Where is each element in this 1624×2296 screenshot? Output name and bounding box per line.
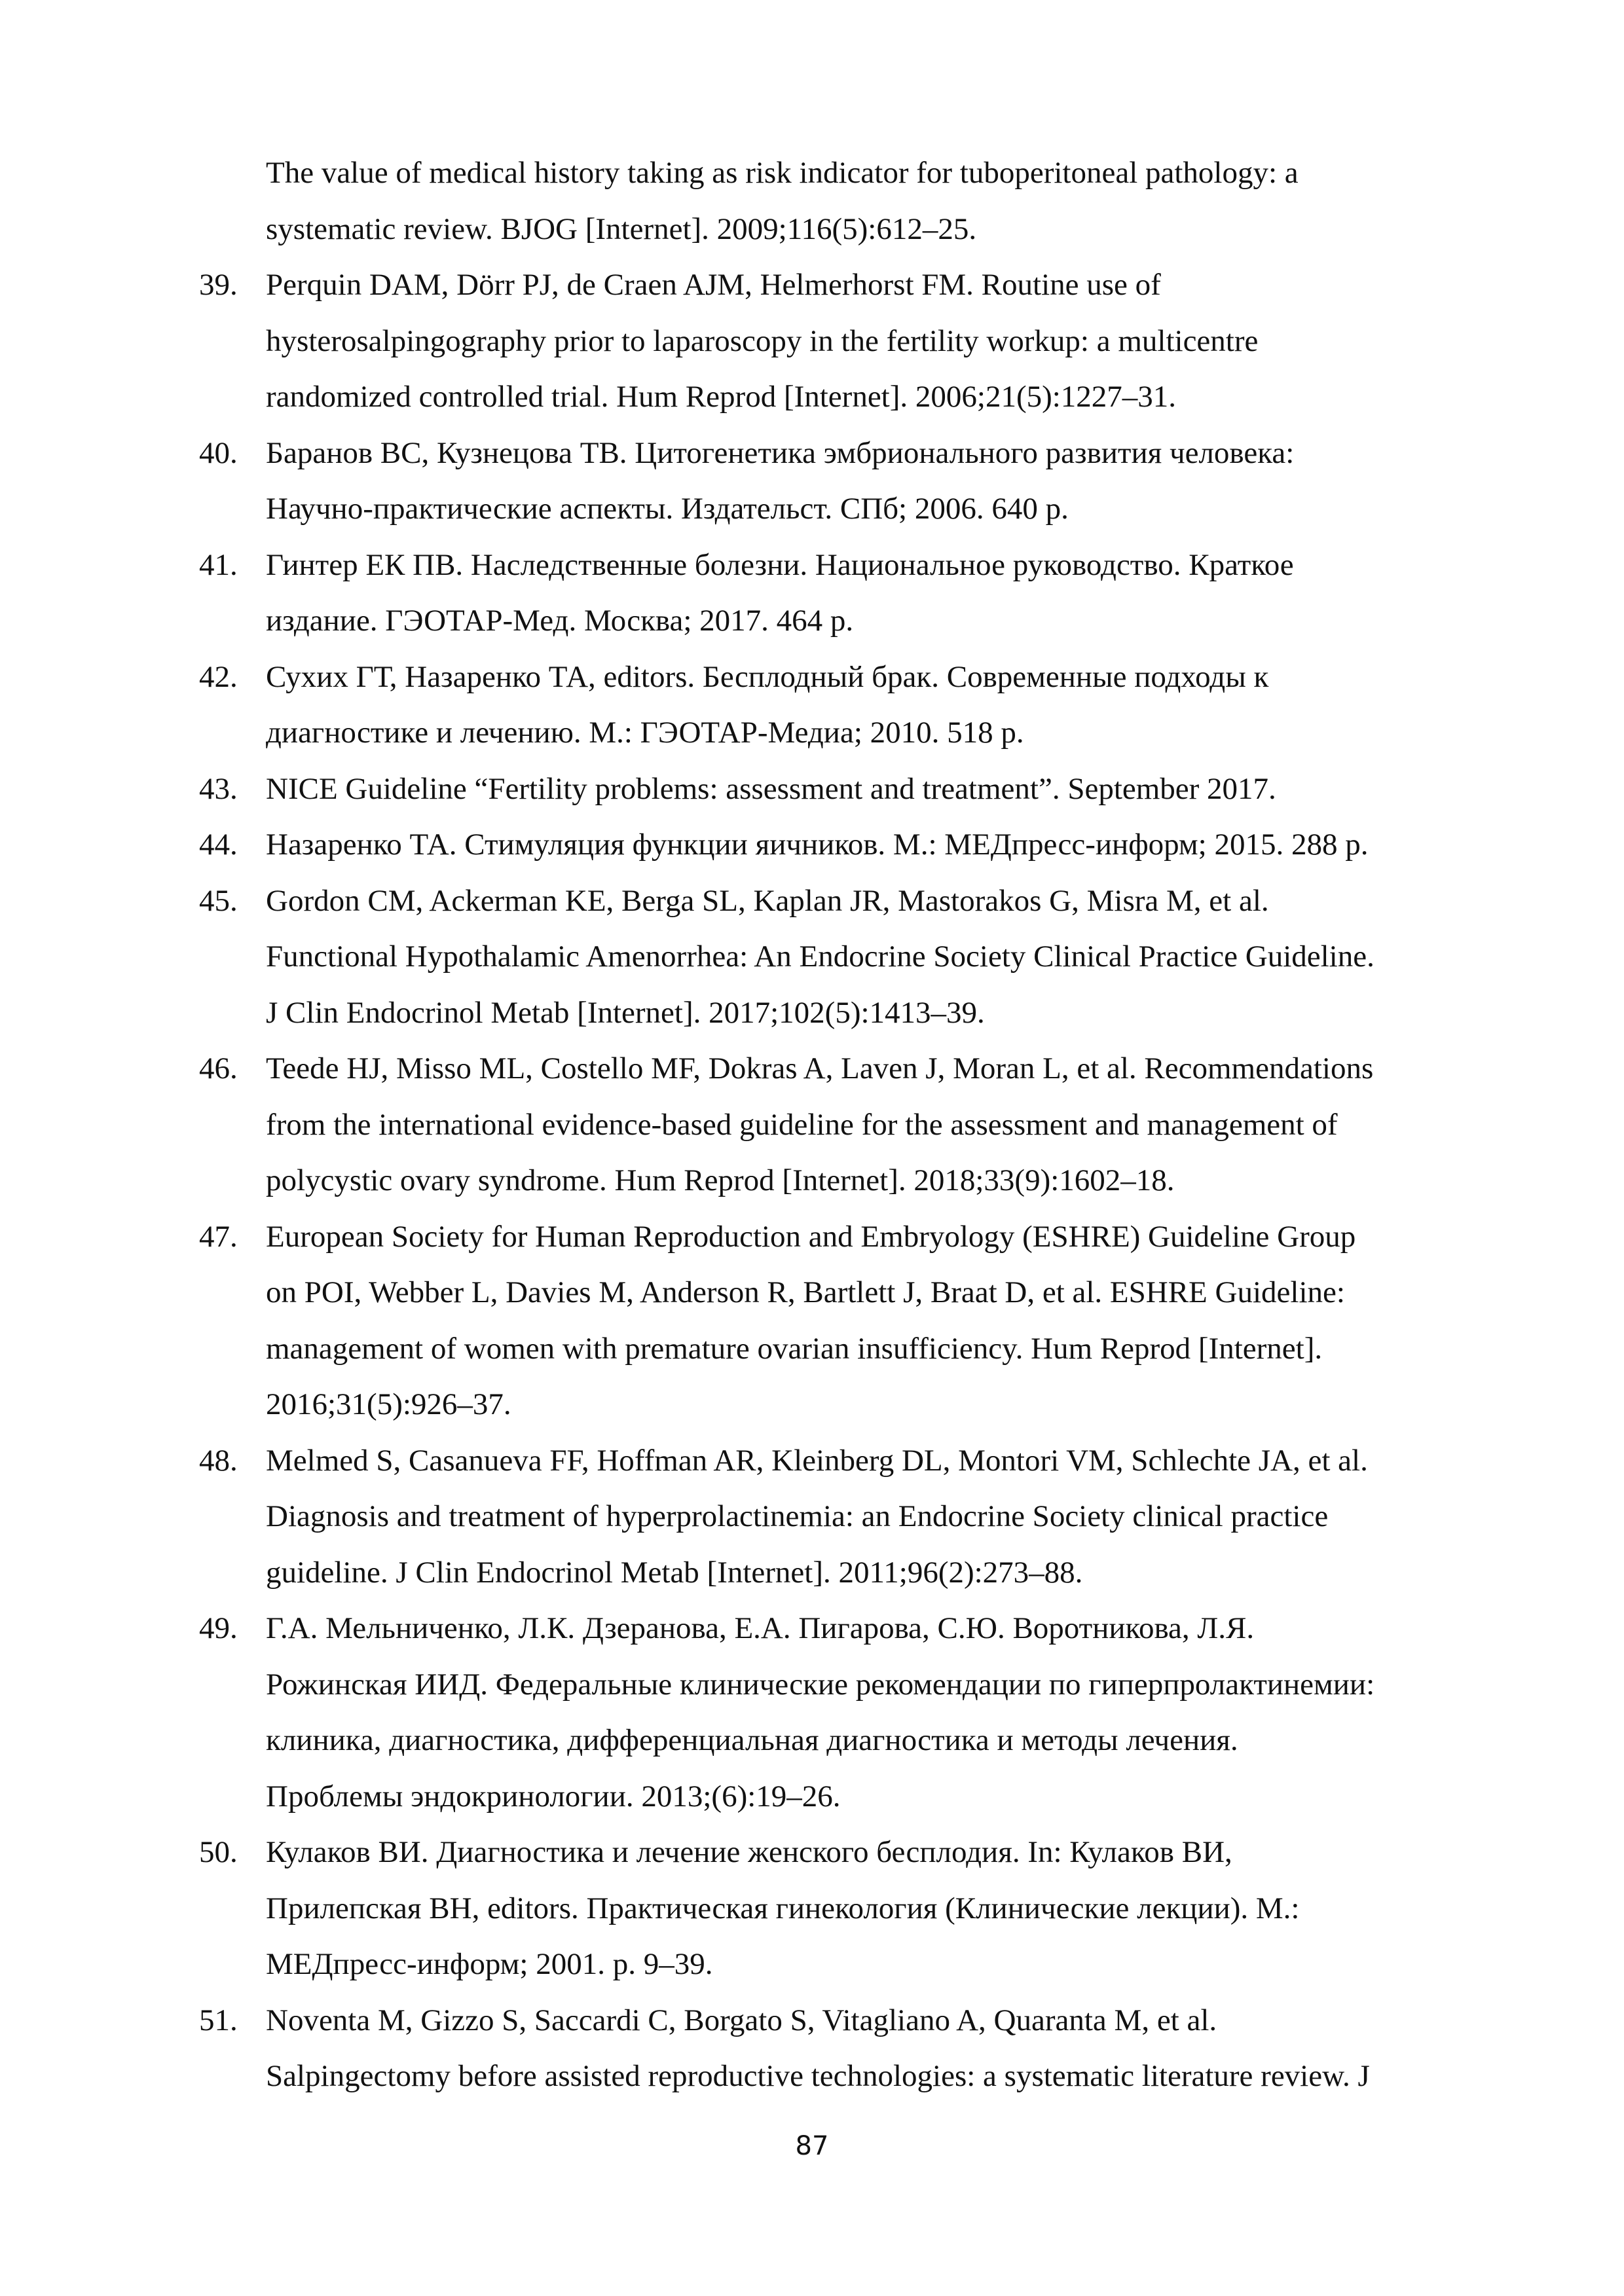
reference-item [199,1433,1456,1601]
reference-text [266,1209,1456,1433]
reference-line: The value of medical history taking as risk indicator for tuboperitoneal pathology: a [266,156,1299,190]
reference-text [266,1993,1456,2105]
reference-text [266,257,1456,426]
reference-line: Noventa M, Gizzo S, Saccardi C, Borgato S, Vitagliano A, Quaranta M, et al. [266,2003,1217,2037]
reference-line: on POI, Webber L, Davies M, Anderson R, Bartlett J, Braat D, et al. ESHRE Guideline: [266,1275,1345,1309]
reference-line: Teede HJ, Misso ML, Costello MF, Dokras A, Laven J, Moran L, et al. Recommendations [266,1051,1374,1085]
reference-item [199,1209,1456,1433]
reference-line: Рожинская ИИД. Федеральные клинические рекомендации по гиперпролактинемии: [266,1667,1375,1702]
reference-text [266,1433,1456,1601]
reference-text [266,1601,1456,1825]
reference-item [199,1825,1456,1993]
reference-line: hysterosalpingography prior to laparoscopy in the fertility workup: a multicentre [266,323,1259,358]
reference-item [199,873,1456,1042]
reference-line: Salpingectomy before assisted reproductive technologies: a systematic literature review. J [266,2059,1370,2093]
reference-line: Научно-практические аспекты. Издательст. СПб; 2006. 640 p. [266,492,1069,526]
reference-number: 47. [199,1219,238,1254]
reference-line: J Clin Endocrinol Metab [Internet]. 2017;102(5):1413–39. [266,995,985,1030]
reference-line: guideline. J Clin Endocrinol Metab [Internet]. 2011;96(2):273–88. [266,1555,1083,1590]
reference-number: 46. [199,1051,238,1085]
reference-number: 51. [199,2003,238,2037]
reference-line: Проблемы эндокринологии. 2013;(6):19–26. [266,1779,841,1813]
reference-number: 42. [199,659,238,694]
reference-number: 39. [199,268,238,302]
reference-line: randomized controlled trial. Hum Reprod [Internet]. 2006;21(5):1227–31. [266,380,1177,414]
reference-text [266,761,1456,818]
reference-text [266,873,1456,1042]
reference-line: Melmed S, Casanueva FF, Hoffman AR, Kleinberg DL, Montori VM, Schlechte JA, et al. [266,1443,1368,1478]
reference-item [199,649,1456,761]
reference-line: издание. ГЭОТАР-Мед. Москва; 2017. 464 p. [266,604,854,638]
reference-line: systematic review. BJOG [Internet]. 2009;116(5):612–25. [266,211,977,246]
reference-line: Perquin DAM, Dörr PJ, de Craen AJM, Helmerhorst FM. Routine use of [266,268,1161,302]
reference-text [266,649,1456,761]
reference-item [199,1993,1456,2105]
reference-line: Г.А. Мельниченко, Л.К. Дзеранова, Е.А. Пигарова, С.Ю. Воротникова, Л.Я. [266,1611,1255,1645]
reference-number: 44. [199,828,238,862]
reference-line: Назаренко ТА. Стимуляция функции яичников. М.: МЕДпресс-информ; 2015. 288 p. [266,828,1369,862]
reference-line: Gordon CM, Ackerman KE, Berga SL, Kaplan JR, Mastorakos G, Misra M, et al. [266,883,1269,918]
reference-item [199,1601,1456,1825]
reference-number: 49. [199,1611,238,1645]
reference-item [199,257,1456,426]
reference-line: 2016;31(5):926–37. [266,1387,511,1421]
reference-line: Баранов ВС, Кузнецова ТВ. Цитогенетика эмбрионального развития человека: [266,435,1295,470]
page-number: 87 [795,2131,829,2161]
reference-line: Кулаков ВИ. Диагностика и лечение женского бесплодия. In: Кулаков ВИ, [266,1835,1232,1869]
reference-item [199,761,1456,818]
reference-continuation [199,145,1456,257]
reference-line: диагностике и лечению. М.: ГЭОТАР-Медиа; 2010. 518 p. [266,716,1024,750]
reference-line: Прилепская ВН, editors. Практическая гинекология (Клинические лекции). М.: [266,1891,1300,1925]
reference-item [199,817,1456,873]
reference-line: polycystic ovary syndrome. Hum Reprod [Internet]. 2018;33(9):1602–18. [266,1163,1175,1197]
reference-line: Diagnosis and treatment of hyperprolactinemia: an Endocrine Society clinical practice [266,1499,1329,1533]
reference-line: NICE Guideline “Fertility problems: assessment and treatment”. September 2017. [266,771,1276,806]
reference-number: 45. [199,883,238,918]
reference-number: 50. [199,1835,238,1869]
reference-line: European Society for Human Reproduction and Embryology (ESHRE) Guideline Group [266,1219,1356,1254]
reference-number: 40. [199,435,238,470]
reference-list [199,145,1456,2105]
reference-line: Functional Hypothalamic Amenorrhea: An Endocrine Society Clinical Practice Guideline. [266,939,1375,974]
reference-text [266,538,1456,649]
reference-number: 48. [199,1443,238,1478]
reference-line: from the international evidence-based guideline for the assessment and management of [266,1107,1338,1142]
reference-text [266,1041,1456,1209]
reference-number: 41. [199,547,238,582]
reference-line: management of women with premature ovarian insufficiency. Hum Reprod [Internet]. [266,1331,1323,1366]
reference-text [266,817,1456,873]
reference-line: МЕДпресс-информ; 2001. p. 9–39. [266,1947,713,1981]
reference-line: клиника, диагностика, дифференциальная диагностика и методы лечения. [266,1723,1238,1757]
reference-item [199,538,1456,649]
reference-line: Гинтер ЕК ПВ. Наследственные болезни. Национальное руководство. Краткое [266,547,1294,582]
reference-text [266,426,1456,538]
reference-line: Сухих ГТ, Назаренко ТА, editors. Бесплодный брак. Современные подходы к [266,659,1269,694]
reference-entries [199,257,1456,2105]
reference-item [199,426,1456,538]
reference-number: 43. [199,771,238,806]
reference-item [199,1041,1456,1209]
reference-text [266,1825,1456,1993]
